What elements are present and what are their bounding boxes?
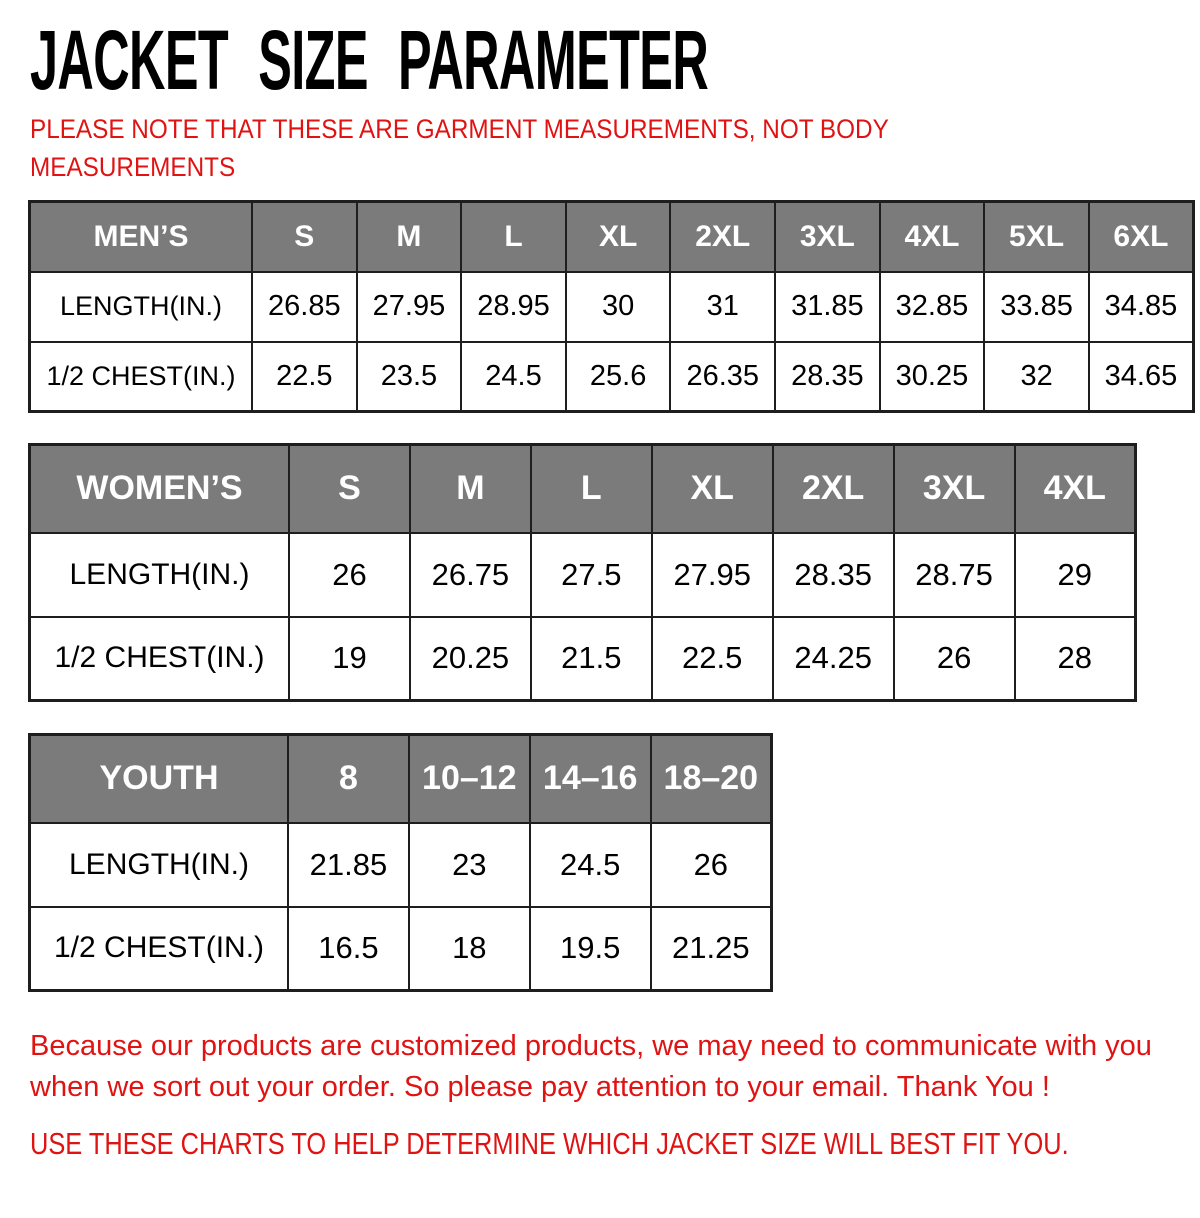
womens-size-table — [28, 443, 1137, 702]
size-column-header: 14–16 — [530, 735, 651, 823]
size-value-cell: 28.75 — [894, 533, 1015, 617]
youth-header-row — [30, 735, 772, 823]
note-line-1: PLEASE NOTE THAT THESE ARE GARMENT MEASUREMENTS, NOT BODY — [30, 114, 889, 144]
size-value-cell: 19.5 — [530, 907, 651, 991]
size-value-cell: 27.95 — [652, 533, 773, 617]
garment-measurement-note — [30, 110, 1083, 186]
size-value-cell: 23.5 — [357, 342, 462, 412]
size-column-header: S — [289, 445, 410, 533]
size-column-header: S — [252, 202, 357, 272]
size-value-cell: 24.25 — [773, 617, 894, 701]
size-value-cell: 25.6 — [566, 342, 671, 412]
size-value-cell: 34.85 — [1089, 272, 1194, 342]
size-value-cell: 30.25 — [880, 342, 985, 412]
size-value-cell: 19 — [289, 617, 410, 701]
size-value-cell: 23 — [409, 823, 530, 907]
size-column-header: M — [410, 445, 531, 533]
mens-size-table — [28, 200, 1195, 413]
measurement-row — [30, 272, 1194, 342]
note-line-2: MEASUREMENTS — [30, 152, 236, 182]
youth-table-title-cell: YOUTH — [30, 735, 289, 823]
size-value-cell: 26.85 — [252, 272, 357, 342]
mens-table-title-cell: MEN’S — [30, 202, 253, 272]
measurement-row — [30, 342, 1194, 412]
size-value-cell: 20.25 — [410, 617, 531, 701]
size-value-cell: 24.5 — [461, 342, 566, 412]
row-label: LENGTH(IN.) — [30, 823, 289, 907]
size-value-cell: 22.5 — [652, 617, 773, 701]
size-value-cell: 28.35 — [775, 342, 880, 412]
size-value-cell: 28 — [1015, 617, 1136, 701]
size-column-header: 18–20 — [651, 735, 772, 823]
size-chart-page — [0, 13, 1200, 1218]
size-value-cell: 26 — [651, 823, 772, 907]
size-column-header: 5XL — [984, 202, 1089, 272]
size-column-header: 4XL — [1015, 445, 1136, 533]
size-column-header: XL — [566, 202, 671, 272]
size-column-header: 4XL — [880, 202, 985, 272]
size-column-header: 10–12 — [409, 735, 530, 823]
size-value-cell: 16.5 — [288, 907, 409, 991]
size-column-header: 3XL — [775, 202, 880, 272]
size-value-cell: 32.85 — [880, 272, 985, 342]
size-value-cell: 31.85 — [775, 272, 880, 342]
usage-note: USE THESE CHARTS TO HELP DETERMINE WHICH JACKET SIZE WILL BEST FIT YOU. — [30, 1126, 1069, 1161]
size-column-header: 3XL — [894, 445, 1015, 533]
size-column-header: 6XL — [1089, 202, 1194, 272]
customization-note-line-2: when we sort out your order. So please pay attention to your email. Thank You ! — [30, 1071, 1050, 1103]
measurement-row — [30, 617, 1136, 701]
row-label: 1/2 CHEST(IN.) — [30, 907, 289, 991]
size-value-cell: 21.85 — [288, 823, 409, 907]
size-value-cell: 24.5 — [530, 823, 651, 907]
size-value-cell: 26.75 — [410, 533, 531, 617]
size-value-cell: 34.65 — [1089, 342, 1194, 412]
row-label: 1/2 CHEST(IN.) — [30, 342, 253, 412]
size-value-cell: 32 — [984, 342, 1089, 412]
row-label: LENGTH(IN.) — [30, 272, 253, 342]
measurement-row — [30, 823, 772, 907]
size-column-header: XL — [652, 445, 773, 533]
size-value-cell: 33.85 — [984, 272, 1089, 342]
size-value-cell: 28.95 — [461, 272, 566, 342]
measurement-row — [30, 533, 1136, 617]
size-value-cell: 31 — [670, 272, 775, 342]
size-value-cell: 27.5 — [531, 533, 652, 617]
size-value-cell: 28.35 — [773, 533, 894, 617]
size-value-cell: 18 — [409, 907, 530, 991]
size-column-header: 2XL — [670, 202, 775, 272]
size-value-cell: 29 — [1015, 533, 1136, 617]
customization-note — [30, 1026, 1200, 1108]
youth-size-table — [28, 733, 773, 992]
womens-table-title-cell: WOMEN’S — [30, 445, 290, 533]
size-value-cell: 21.5 — [531, 617, 652, 701]
size-value-cell: 26 — [894, 617, 1015, 701]
womens-header-row — [30, 445, 1136, 533]
page-title: JACKET SIZE PARAMETER — [30, 13, 709, 107]
size-column-header: 2XL — [773, 445, 894, 533]
size-column-header: 8 — [288, 735, 409, 823]
size-column-header: L — [461, 202, 566, 272]
size-column-header: M — [357, 202, 462, 272]
size-value-cell: 27.95 — [357, 272, 462, 342]
size-value-cell: 30 — [566, 272, 671, 342]
mens-header-row — [30, 202, 1194, 272]
row-label: 1/2 CHEST(IN.) — [30, 617, 290, 701]
size-value-cell: 22.5 — [252, 342, 357, 412]
size-value-cell: 26 — [289, 533, 410, 617]
row-label: LENGTH(IN.) — [30, 533, 290, 617]
measurement-row — [30, 907, 772, 991]
size-column-header: L — [531, 445, 652, 533]
size-value-cell: 26.35 — [670, 342, 775, 412]
size-value-cell: 21.25 — [651, 907, 772, 991]
customization-note-line-1: Because our products are customized products, we may need to communicate with you — [30, 1030, 1152, 1062]
